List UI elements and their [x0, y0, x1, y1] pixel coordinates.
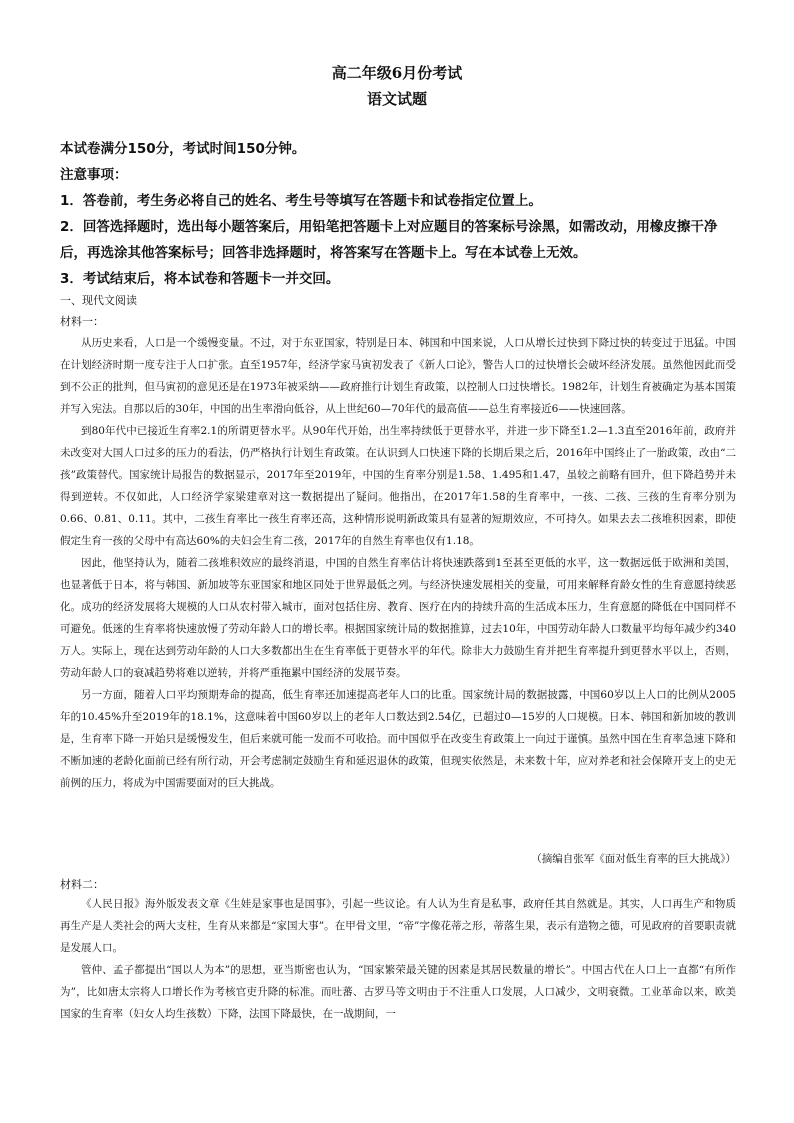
notice-item-1: 1．答卷前，考生务必将自己的姓名、考生号等填写在答题卡和试卷指定位置上。 [60, 193, 542, 209]
material-1-paragraph-1: 从历史来看，人口是一个缓慢变量。不过，对于东亚国家，特别是日本、韩国和中国来说，人口从增长过快到下降过快的转变过于迅猛。中国在计划经济时期一度专注于人口扩张。直至1957年，经济学家马寅初发表了《新人口论》，警告人口的过快增长会破坏经济发展。虽然他因此而受到不公正的批判，但马寅初的意见还是在1973年被采纳——政府推行计划生育政策，以控制人口过快增长。1982年，计划生育被确定为基本国策并写入宪法。自那以后的30年，中国的出生率滑向低谷，从上世纪60—70年代的最高值——总生育率接近6——快速回落。 [60, 337, 736, 415]
notice-item-3: 3．考试结束后，将本试卷和答题卡一并交回。 [60, 271, 340, 287]
score-line: 本试卷满分150分，考试时间150分钟。 [60, 141, 306, 157]
subject-title: 语文试题 [366, 90, 427, 108]
material-1-body [60, 332, 736, 794]
material-1-source: （摘编自张军《面对低生育率的巨大挑战》） [531, 853, 736, 865]
material-2-body [60, 893, 736, 1025]
material-2-label: 材料二： [60, 878, 104, 891]
notice-heading: 注意事项： [60, 167, 128, 183]
notice-item-2: 2．回答选择题时，选出每小题答案后，用铅笔把答题卡上对应题目的答案标号涂黑，如需改动，用橡皮擦干净后，再选涂其他答案标号；回答非选择题时，将答案写在答题卡上。写在本试卷上无效。 [60, 219, 718, 261]
material-1-paragraph-4: 另一方面，随着人口平均预期寿命的提高，低生育率还加速提高老年人口的比重。国家统计局的数据披露，中国60岁以上人口的比例从2005年的10.45%升至2019年的18.1%，这意味着中国60岁以上的老年人口数达到2.54亿，已超过0—15岁的人口规模。日本、韩国和新加坡的教训是，生育率下降一开始只是缓慢发生，但后来就可能一发而不可收拾。而中国似乎在改变生育政策上一向过于谨慎。虽然中国在生育率急速下降和不断加速的老龄化面前已经有所行动，开会考虑制定鼓励生育和延迟退休的政策，但现实依然是，未来数十年，应对养老和社会保障开支上的史无前例的压力，将成为中国需要面对的巨大挑战。 [60, 689, 736, 789]
material-1-label: 材料一： [60, 315, 104, 328]
material-1-paragraph-2: 到80年代中已接近生育率2.1的所谓更替水平。从90年代开始，出生率持续低于更替水平，并进一步下降至1.2—1.3直至2016年前，政府并未改变对大国人口过多的压力的看法，仍严格执行计划生育政策。在认识到人口快速下降的长期后果之后，2016年中国终止了一胎政策，改由“二孩”政策替代。国家统计局报告的数据显示，2017年至2019年，中国的生育率分别是1.58、1.495和1.47，虽较之前略有回升，但下降趋势并未得到逆转。不仅如此，人口经济学家梁建章对这一数据提出了疑问。他指出，在2017年1.58的生育率中，一孩、二孩、三孩的生育率分别为0.66、0.81、0.11。其中，二孩生育率比一孩生育率还高，这种情形说明新政策具有显著的短期效应，不可持久。如果去去二孩堆积因素，即使假定生育一孩的父母中有高达60%的夫妇会生育二孩，2017年的自然生育率也仅有1.18。 [60, 425, 736, 547]
exam-title: 高二年级6月份考试 [331, 64, 463, 82]
material-2-paragraph-1: 《人民日报》海外版发表文章《生娃是家事也是国事》，引起一些议论。有人认为生育是私事，政府任其自然就是。其实，人口再生产和物质再生产是人类社会的两大支柱，生育从来都是“家国大事”。在甲骨文里，“帝”字像花蒂之形，蒂落生果，表示有造物之德，可见政府的首要职责就是发展人口。 [60, 898, 736, 954]
section-heading: 一、现代文阅读 [60, 294, 137, 307]
material-1-paragraph-3: 因此，他坚持认为，随着二孩堆积效应的最终消退，中国的自然生育率估计将快速跌落到1至甚至更低的水平，这一数据远低于欧洲和美国，也显著低于日本，将与韩国、新加坡等东亚国家和地区同处于世界最低之列。与经济快速发展相关的变量，可用来解释育龄女性的生育意愿持续恶化。成功的经济发展将大规模的人口从农村带入城市，面对包括住房、教育、医疗在内的持续升高的生活成本压力，生育意愿的降低在中国同样不可避免。低迷的生育率将快速放慢了劳动年龄人口的增长率。根据国家统计局的数据推算，过去10年，中国劳动年龄人口数量平均每年减少约340万人。实际上，现在达到劳动年龄的人口大多数都出生在生育率低于更替水平的年代。除非大力鼓励生育并把生育率提升到更替水平以上，否则，劳动年龄人口的衰减趋势将难以逆转，并将严重拖累中国经济的发展节奏。 [60, 557, 736, 679]
material-2-paragraph-2: 管仲、孟子都提出“国以人为本”的思想，亚当斯密也认为，“国家繁荣最关键的因素是其居民数量的增长”。中国古代在人口上一直都“有所作为”，比如唐太宗将人口增长作为考核官吏升降的标准。而吐蕃、古罗马等文明由于不注重人口发展，人口减少，文明衰微。工业革命以来，欧美国家的生育率（妇女人均生孩数）下降，法国下降最快，在一战期间，一 [60, 964, 736, 1020]
